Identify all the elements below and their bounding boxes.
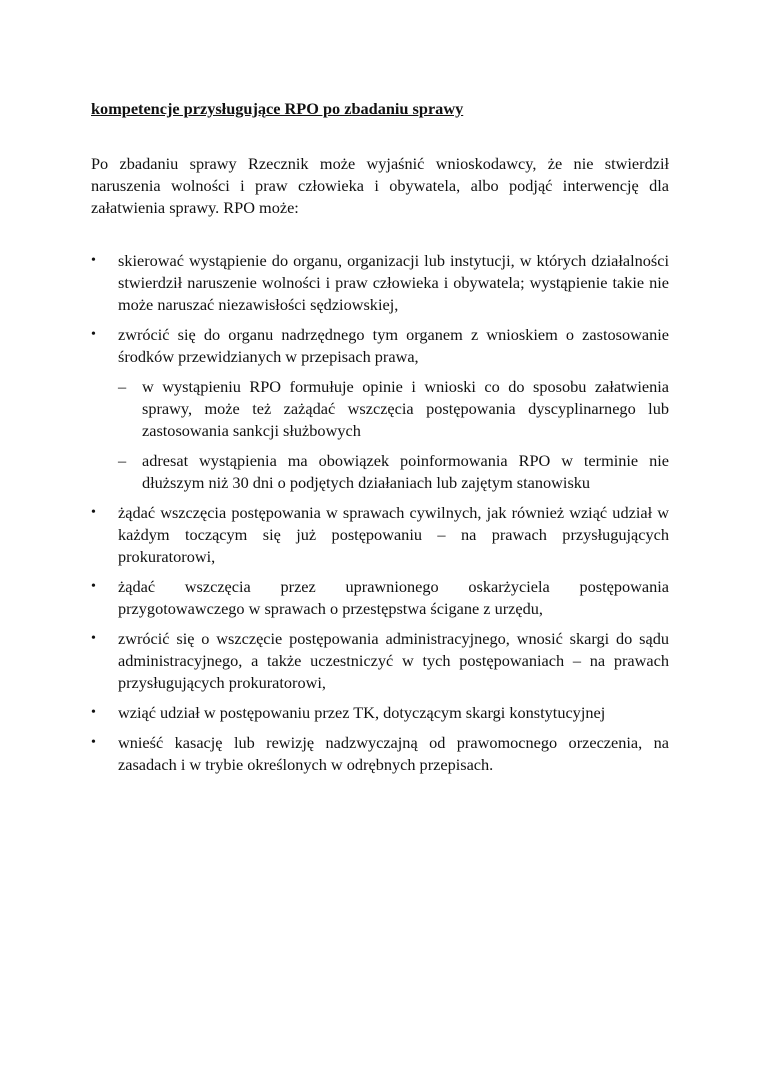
sub-list-item-text: w wystąpieniu RPO formułuje opinie i wnioski co do sposobu załatwienia sprawy, może też zażądać wszczęcia postępowania dyscyplinarnego lub zastosowania sankcji służbowych xyxy=(142,377,669,440)
bullet-icon: • xyxy=(91,253,96,268)
list-item-text: żądać wszczęcia przez uprawnionego oskarżyciela postępowania przygotowawczego w sprawach o przestępstwa ścigane z urzędu, xyxy=(118,577,669,618)
list-item xyxy=(91,324,669,494)
list-item-text: wnieść kasację lub rewizję nadzwyczajną od prawomocnego orzeczenia, na zasadach i w trybie określonych w odrębnych przepisach. xyxy=(118,733,669,774)
bullet-icon: • xyxy=(91,631,96,646)
sub-list xyxy=(118,376,669,494)
list-item xyxy=(91,250,669,316)
sub-list-item-text: adresat wystąpienia ma obowiązek poinformowania RPO w terminie nie dłuższym niż 30 dni o podjętych działaniach lub zajętym stanowisku xyxy=(142,451,669,492)
list-item-text: wziąć udział w postępowaniu przez TK, dotyczącym skargi konstytucyjnej xyxy=(118,703,606,722)
document-heading: kompetencje przysługujące RPO po zbadaniu sprawy xyxy=(91,99,464,118)
competence-list xyxy=(91,250,669,784)
sub-list-item xyxy=(118,450,669,494)
dash-icon: – xyxy=(118,377,127,396)
list-item xyxy=(91,628,669,694)
list-item-text: zwrócić się o wszczęcie postępowania administracyjnego, wnosić skargi do sądu administracyjnego, a także uczestniczyć w tych postępowaniach – na prawach przysługujących prokuratorowi, xyxy=(118,629,669,692)
list-item xyxy=(91,502,669,568)
list-item xyxy=(91,732,669,776)
list-item xyxy=(91,702,669,724)
sub-list-item xyxy=(118,376,669,442)
bullet-icon: • xyxy=(91,579,96,594)
intro-paragraph: Po zbadaniu sprawy Rzecznik może wyjaśnić wnioskodawcy, że nie stwierdził naruszenia wolności i praw człowieka i obywatela, albo podjąć interwencję dla załatwienia sprawy. RPO może: xyxy=(91,154,669,217)
bullet-icon: • xyxy=(91,327,96,342)
bullet-icon: • xyxy=(91,505,96,520)
dash-icon: – xyxy=(118,451,127,470)
bullet-icon: • xyxy=(91,735,96,750)
list-item-text: żądać wszczęcia postępowania w sprawach cywilnych, jak również wziąć udział w każdym toczącym się już postępowaniu – na prawach przysługujących prokuratorowi, xyxy=(118,503,669,566)
list-item-text: zwrócić się do organu nadrzędnego tym organem z wnioskiem o zastosowanie środków przewidzianych w przepisach prawa, xyxy=(118,325,669,366)
bullet-icon: • xyxy=(91,705,96,720)
list-item-text: skierować wystąpienie do organu, organizacji lub instytucji, w których działalności stwierdził naruszenie wolności i praw człowieka i obywatela; wystąpienie takie nie może naruszać niezawisłości sędziowskiej, xyxy=(118,251,669,314)
list-item xyxy=(91,576,669,620)
